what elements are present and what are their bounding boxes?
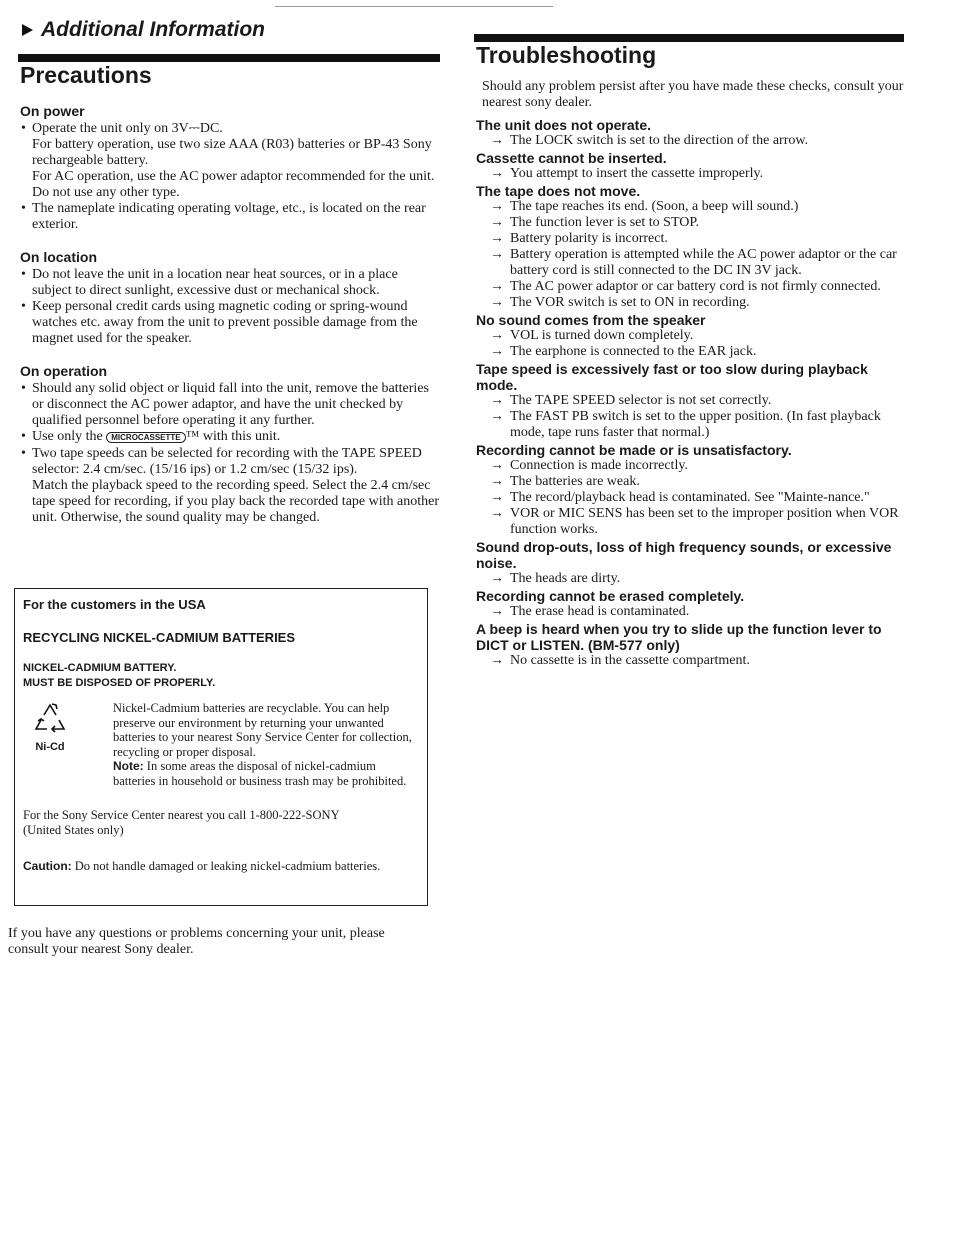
title-bar <box>18 54 440 62</box>
trouble-answer: → You attempt to insert the cassette improperly. <box>476 166 904 182</box>
caution-line <box>23 859 413 874</box>
trouble-answer: → The VOR switch is set to ON in recording. <box>476 295 904 311</box>
trouble-answer: → The AC power adaptor or car battery cord is not firmly connected. <box>476 279 904 295</box>
left-column <box>18 18 440 526</box>
trouble-answer: → The function lever is set to STOP. <box>476 215 904 231</box>
trouble-answer: → Connection is made incorrectly. <box>476 458 904 474</box>
on-operation-heading: On operation <box>20 363 108 379</box>
recycle-row <box>23 701 413 788</box>
right-column <box>474 34 904 669</box>
trouble-answer: → The LOCK switch is set to the direction of the arrow. <box>476 133 904 149</box>
trouble-question: Sound drop-outs, loss of high frequency sounds, or excessive noise. <box>476 539 892 571</box>
box-customers-heading: For the customers in the USA <box>23 597 206 612</box>
trouble-question: Tape speed is excessively fast or too slow during playback mode. <box>476 361 868 393</box>
box-recycling-heading: RECYCLING NICKEL-CADMIUM BATTERIES <box>23 630 296 645</box>
top-rule <box>275 6 553 7</box>
caution-text: Do not handle damaged or leaking nickel-cadmium batteries. <box>74 859 381 873</box>
precautions-title: Precautions <box>20 62 152 88</box>
trouble-question: Recording cannot be erased completely. <box>476 588 745 604</box>
troubleshooting-list <box>476 117 904 669</box>
trouble-answer: → The TAPE SPEED selector is not set correctly. <box>476 393 904 409</box>
troubleshooting-intro: Should any problem persist after you have made these checks, consult your nearest sony dealer. <box>482 79 904 110</box>
recycle-logo <box>23 701 103 788</box>
recycle-body: Nickel-Cadmium batteries are recyclable. You can help preserve our environment by returning your unwanted batteries to your nearest Sony Service Center for collection, recycling or proper disposal. <box>113 701 412 759</box>
trouble-answer: → Battery operation is attempted while the AC power adaptor or the car battery cord is still connected to the DC IN 3V jack. <box>476 247 904 279</box>
note-text: In some areas the disposal of nickel-cadmium batteries in household or business trash may be prohibited. <box>113 759 407 788</box>
triangle-arrow-icon <box>22 24 33 36</box>
on-power-text: For battery operation, use two size AAA (R03) batteries or BP-43 Sony rechargeable battery. <box>32 137 432 168</box>
title-bar <box>474 34 904 42</box>
trouble-question: Recording cannot be made or is unsatisfactory. <box>476 442 792 458</box>
trouble-answer: → The earphone is connected to the EAR jack. <box>476 344 904 360</box>
on-location-bullet: • Do not leave the unit in a location near heat sources, or in a place subject to direct sunlight, excessive dust or mechanical shock. <box>20 267 440 299</box>
service-center-line: For the Sony Service Center nearest you call 1-800-222-SONY (United States only) <box>23 808 340 837</box>
trouble-answer: → The heads are dirty. <box>476 571 904 587</box>
caution-label: Caution: <box>23 859 72 873</box>
section-title: Additional Information <box>41 18 265 41</box>
on-location-heading: On location <box>20 249 97 265</box>
box-must-line: MUST BE DISPOSED OF PROPERLY. <box>23 677 216 689</box>
trouble-answer: → No cassette is in the cassette compartment. <box>476 653 904 669</box>
trouble-question: A beep is heard when you try to slide up the function lever to DICT or LISTEN. (BM-577 only) <box>476 621 882 653</box>
recycle-note <box>113 759 413 788</box>
troubleshooting-title: Troubleshooting <box>476 42 657 68</box>
box-must-line: NICKEL-CADMIUM BATTERY. <box>23 662 177 674</box>
bullet-text: Use only the <box>32 429 103 444</box>
on-operation-text: Match the playback speed to the recording speed. Select the 2.4 cm/sec tape speed for recording, if you play back the recorded tape with another unit. Otherwise, the sound quality may be changed. <box>32 478 439 525</box>
on-power-heading: On power <box>20 103 85 119</box>
trouble-answer: → The record/playback head is contaminated. See "Mainte-nance." <box>476 490 904 506</box>
on-location-bullet: • Keep personal credit cards using magnetic coding or spring-wound watches etc. away from the unit to prevent possible damage from the magnet used for the speaker. <box>20 299 440 347</box>
trouble-question: No sound comes from the speaker <box>476 312 706 328</box>
nicd-label: Ni-Cd <box>35 741 65 753</box>
trouble-answer: → The FAST PB switch is set to the upper position. (In fast playback mode, tape runs faster that normal.) <box>476 409 904 441</box>
on-operation-bullet: • Two tape speeds can be selected for recording with the TAPE SPEED selector: 2.4 cm/sec. (15/16 ips) or 1.2 cm/sec (15/32 ips). <box>20 446 440 478</box>
recycling-notice-box <box>14 588 428 906</box>
trouble-answer: → The erase head is contaminated. <box>476 604 904 620</box>
on-power-text: For AC operation, use the AC power adaptor recommended for the unit. Do not use any other type. <box>32 169 435 200</box>
trouble-answer: → Battery polarity is incorrect. <box>476 231 904 247</box>
trouble-question: Cassette cannot be inserted. <box>476 150 667 166</box>
trouble-answer: → VOR or MIC SENS has been set to the improper position when VOR function works. <box>476 506 904 538</box>
on-power-bullet: • Operate the unit only on 3V⎓DC. <box>20 121 440 137</box>
section-header <box>22 18 440 42</box>
trouble-question: The tape does not move. <box>476 183 641 199</box>
bullet-text: ™ with this unit. <box>185 429 281 444</box>
trouble-answer: → The tape reaches its end. (Soon, a beep will sound.) <box>476 199 904 215</box>
on-power-bullet: • The nameplate indicating operating voltage, etc., is located on the rear exterior. <box>20 201 440 233</box>
note-label: Note: <box>113 759 144 773</box>
trouble-answer: → The batteries are weak. <box>476 474 904 490</box>
microcassette-logo: MICROCASSETTE <box>106 432 185 443</box>
footer-text: If you have any questions or problems concerning your unit, please consult your nearest Sony dealer. <box>8 926 385 957</box>
trouble-answer: → VOL is turned down completely. <box>476 328 904 344</box>
on-operation-bullet <box>20 429 440 446</box>
recycle-text-block <box>103 701 413 788</box>
trouble-question: The unit does not operate. <box>476 117 652 133</box>
on-operation-bullet: • Should any solid object or liquid fall into the unit, remove the batteries or disconnect the AC power adaptor, and have the unit checked by qualified personnel before operating it any further. <box>20 381 440 429</box>
recycle-icon <box>30 701 70 739</box>
